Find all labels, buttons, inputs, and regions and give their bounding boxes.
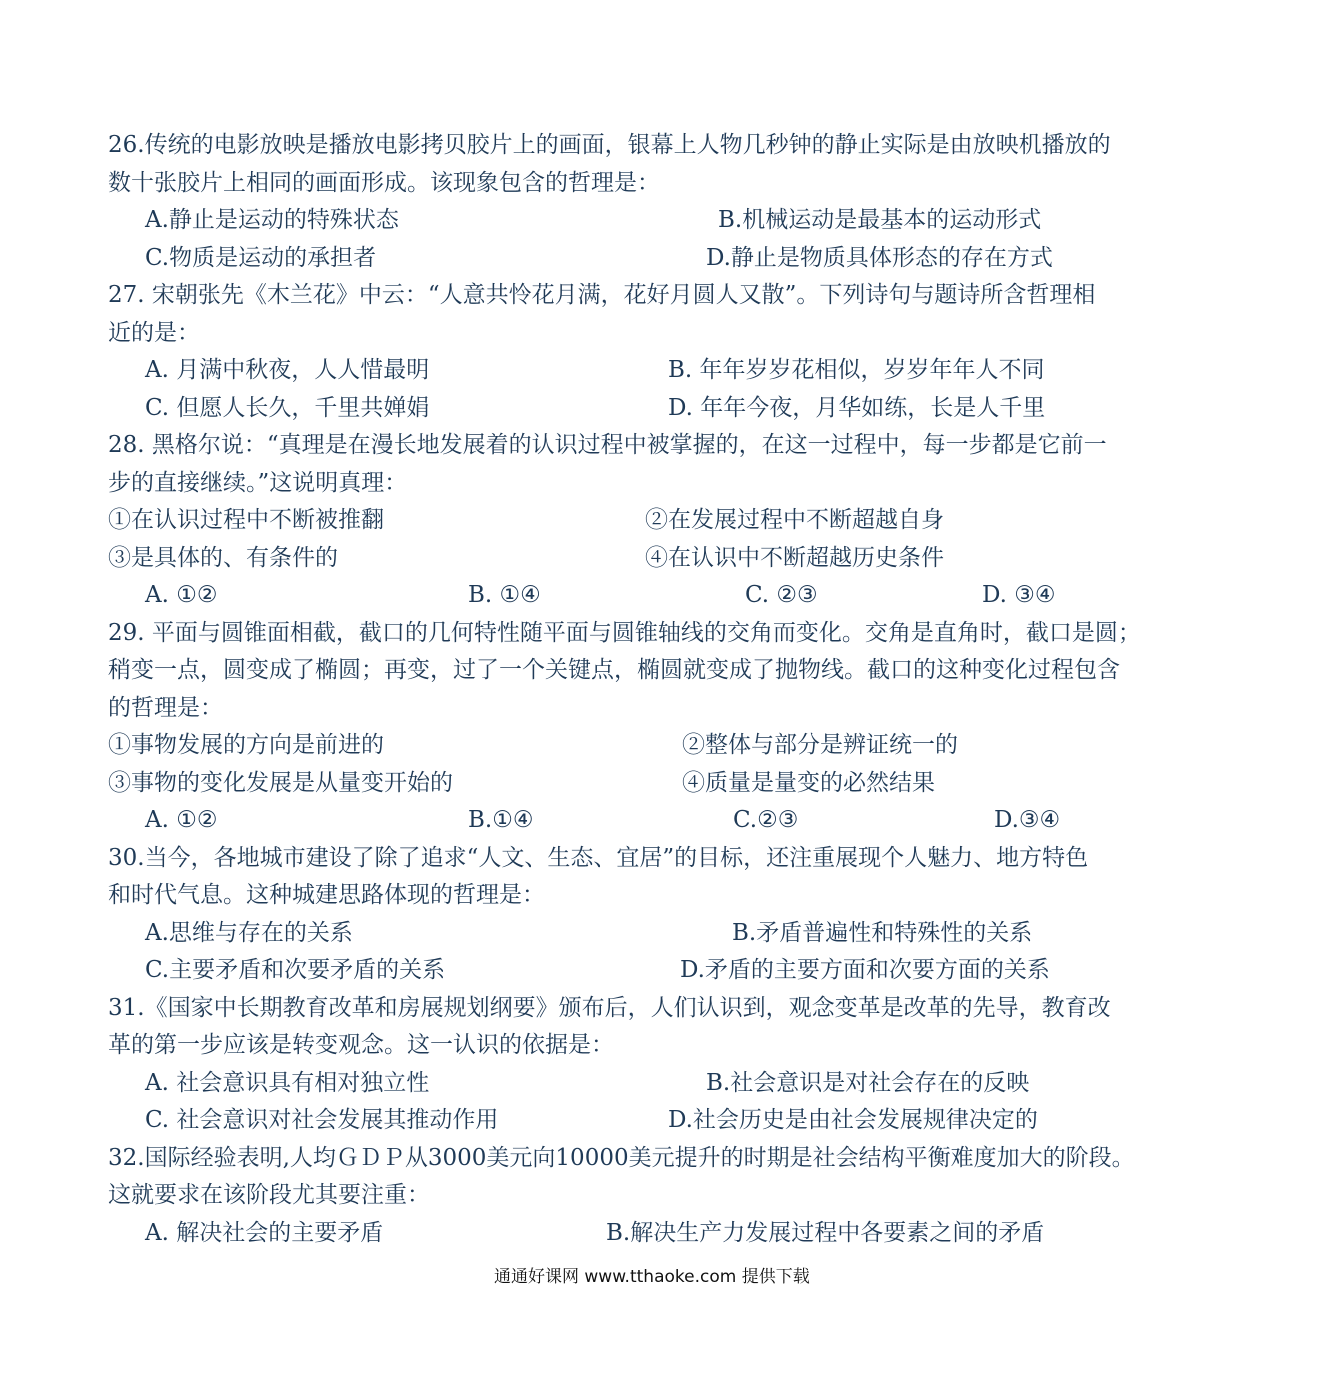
question-28-item-1: ①在认识过程中不断被推翻 [108,507,384,533]
question-28-stem-line-1: 28. 黑格尔说：“真理是在漫长地发展着的认识过程中被掌握的，在这一过程中，每一步都是它前一 [108,432,1107,458]
question-29-item-1: ①事物发展的方向是前进的 [108,732,384,758]
question-32-stem-line-1: 32.国际经验表明,人均ＧＤＰ从3000美元向10000美元提升的时期是社会结构平衡难度加大的阶段。 [108,1145,1135,1171]
question-28-item-4: ④在认识中不断超越历史条件 [645,545,944,571]
question-26-option-b: B.机械运动是最基本的运动形式 [718,207,1042,233]
question-31-option-d: D.社会历史是由社会发展规律决定的 [668,1107,1038,1133]
question-28-option-b: B. ①④ [468,582,541,608]
question-29-stem-line-1: 29. 平面与圆锥面相截，截口的几何特性随平面与圆锥轴线的交角而变化。交角是直角时，截口是圆； [108,620,1141,646]
question-27-option-c: C. 但愿人长久，千里共婵娟 [145,395,430,421]
question-31-option-a: A. 社会意识具有相对独立性 [145,1070,430,1096]
question-31-option-c: C. 社会意识对社会发展其推动作用 [145,1107,499,1133]
question-29-option-b: B.①④ [468,807,534,833]
question-29-item-3: ③事物的变化发展是从量变开始的 [108,770,453,796]
question-30-stem-line-2: 和时代气息。这种城建思路体现的哲理是： [108,882,545,908]
question-29-stem-line-3: 的哲理是： [108,695,223,721]
question-31-stem-line-2: 革的第一步应该是转变观念。这一认识的依据是： [108,1032,614,1058]
question-30-option-d: D.矛盾的主要方面和次要方面的关系 [680,957,1050,983]
question-31-stem-line-1: 31.《国家中长期教育改革和房展规划纲要》颁布后，人们认识到，观念变革是改革的先导，教育改 [108,995,1111,1021]
question-32-stem-line-2: 这就要求在该阶段尤其要注重： [108,1182,430,1208]
page-footer: 通通好课网 www.tthaoke.com 提供下载 [494,1267,810,1287]
question-29-item-4: ④质量是量变的必然结果 [682,770,935,796]
question-26-option-d: D.静止是物质具体形态的存在方式 [706,245,1053,271]
question-28-option-a: A. ①② [145,582,218,608]
question-27-option-d: D. 年年今夜，月华如练，长是人千里 [668,395,1046,421]
question-26-stem-line-2: 数十张胶片上相同的画面形成。该现象包含的哲理是： [108,170,660,196]
question-27-option-a: A. 月满中秋夜，人人惜最明 [145,357,430,383]
question-27-stem-line-1: 27. 宋朝张先《木兰花》中云：“人意共怜花月满，花好月圆人又散”。下列诗句与题诗所含哲理相 [108,282,1096,308]
question-28-option-c: C. ②③ [745,582,818,608]
question-29-option-a: A. ①② [145,807,218,833]
question-26-option-a: A.静止是运动的特殊状态 [145,207,399,233]
question-26-option-c: C.物质是运动的承担者 [145,245,377,271]
question-28-item-3: ③是具体的、有条件的 [108,545,338,571]
question-29-stem-line-2: 稍变一点，圆变成了椭圆；再变，过了一个关键点，椭圆就变成了抛物线。截口的这种变化过程包含 [108,657,1120,683]
question-29-option-c: C.②③ [733,807,799,833]
question-31-option-b: B.社会意识是对社会存在的反映 [706,1070,1030,1096]
question-29-option-d: D.③④ [994,807,1061,833]
question-30-option-a: A.思维与存在的关系 [145,920,353,946]
question-32-option-a: A. 解决社会的主要矛盾 [145,1220,384,1246]
question-28-stem-line-2: 步的直接继续。”这说明真理： [108,470,408,496]
question-30-option-b: B.矛盾普遍性和特殊性的关系 [732,920,1033,946]
question-28-option-d: D. ③④ [982,582,1056,608]
question-26-stem-line-1: 26.传统的电影放映是播放电影拷贝胶片上的画面，银幕上人物几秒钟的静止实际是由放映机播放的 [108,132,1111,158]
question-30-option-c: C.主要矛盾和次要矛盾的关系 [145,957,446,983]
question-29-item-2: ②整体与部分是辨证统一的 [682,732,958,758]
question-32-option-b: B.解决生产力发展过程中各要素之间的矛盾 [606,1220,1045,1246]
question-27-option-b: B. 年年岁岁花相似，岁岁年年人不同 [668,357,1045,383]
question-30-stem-line-1: 30.当今，各地城市建设了除了追求“人文、生态、宜居”的目标，还注重展现个人魅力、地方特色 [108,845,1089,871]
question-27-stem-line-2: 近的是： [108,320,200,346]
question-28-item-2: ②在发展过程中不断超越自身 [645,507,944,533]
